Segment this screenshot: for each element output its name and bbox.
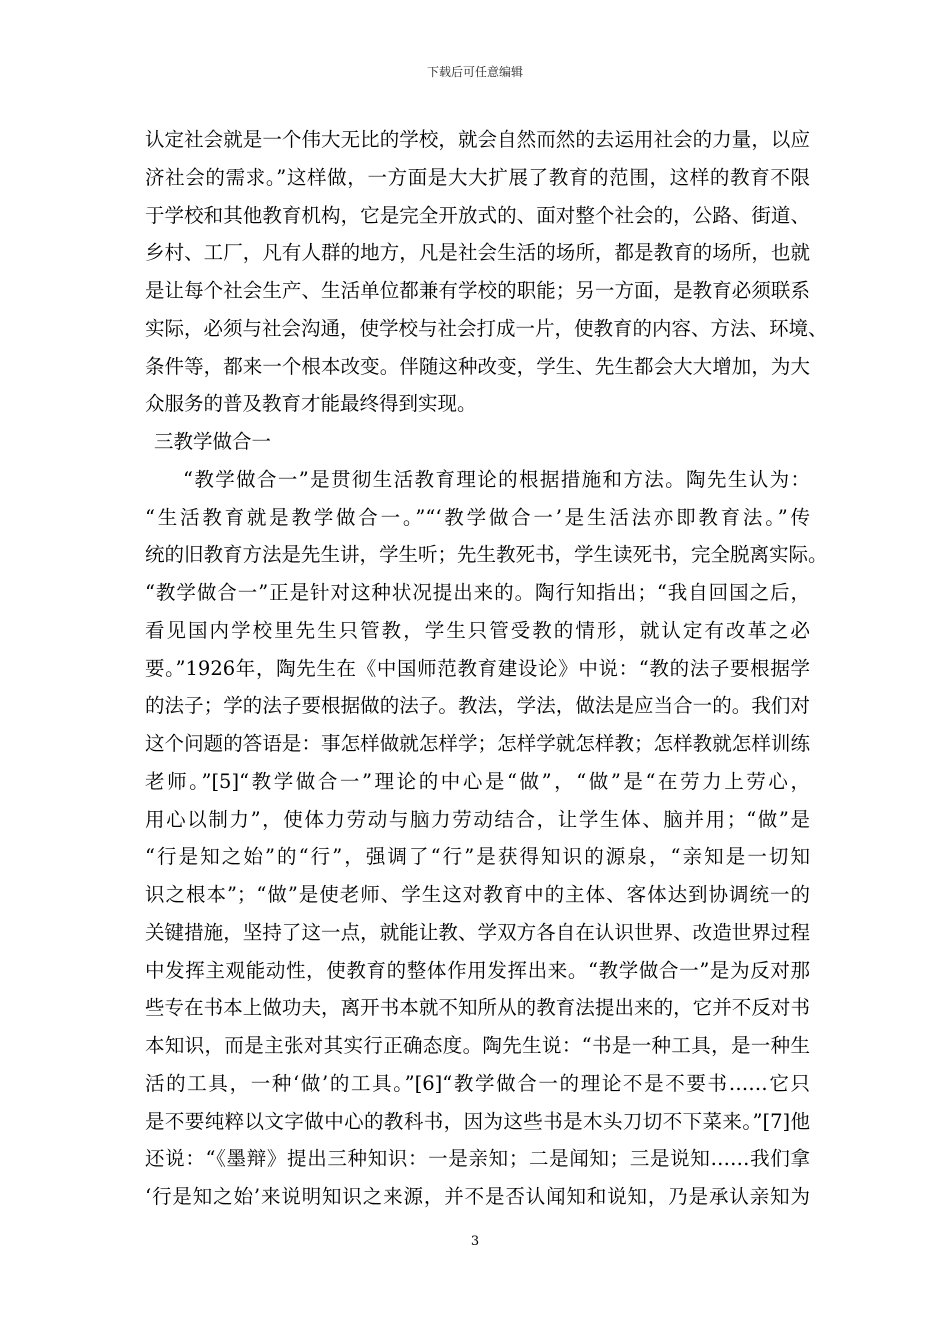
text-line: 用心以制力”，使体力劳动与脑力劳动结合，让学生体、脑并用；“做”是 bbox=[145, 807, 810, 831]
text-line: 识之根本”；“做”是使老师、学生这对教育中的主体、客体达到协调统一的 bbox=[145, 883, 810, 906]
paragraph-social-education bbox=[145, 121, 828, 423]
text-line: 于学校和其他教育机构，它是完全开放式的、面对整个社会的，公路、街道、 bbox=[145, 203, 810, 227]
text-line: 统的旧教育方法是先生讲，学生听；先生教死书，学生读死书，完全脱离实际。 bbox=[145, 543, 828, 567]
text-line: “教学做合一”是贯彻生活教育理论的根据措施和方法。陶先生认为： bbox=[183, 467, 810, 491]
text-line: 关键措施，坚持了这一点，就能让教、学双方各自在认识世界、改造世界过程 bbox=[145, 920, 810, 944]
text-line: 众服务的普及教育才能最终得到实现。 bbox=[145, 392, 477, 416]
text-line: 是不要纯粹以文字做中心的教科书，因为这些书是木头刀切不下菜来。”[7]他 bbox=[145, 1109, 810, 1133]
text-line: “行是知之始”的“行”，强调了“行”是获得知识的源泉，“亲知是一切知 bbox=[145, 845, 810, 869]
text-line: 要。”1926年，陶先生在《中国师范教育建设论》中说：“教的法子要根据学 bbox=[145, 656, 810, 680]
text-line: 济社会的需求。”这样做，一方面是大大扩展了教育的范围，这样的教育不限 bbox=[145, 165, 810, 189]
text-line: 看见国内学校里先生只管教，学生只管受教的情形，就认定有改革之必 bbox=[145, 618, 810, 642]
document-body bbox=[145, 121, 828, 1216]
text-line: 老师。”[5]“教学做合一”理论的中心是“做”，“做”是“在劳力上劳心， bbox=[145, 769, 810, 793]
text-line: “生活教育就是教学做合一。”“‘教学做合一’是生活法亦即教育法。”传 bbox=[145, 505, 810, 529]
text-line: 是让每个社会生产、生活单位都兼有学校的职能；另一方面，是教育必须联系 bbox=[145, 279, 810, 302]
text-line: ‘行是知之始’来说明知识之来源，并不是否认闻知和说知，乃是承认亲知为 bbox=[145, 1185, 810, 1208]
text-line: 本知识，而是主张对其实行正确态度。陶先生说：“书是一种工具，是一种生 bbox=[145, 1034, 810, 1057]
section-heading-text: 三教学做合一 bbox=[154, 430, 272, 453]
text-line: 的法子；学的法子要根据做的法子。教法，学法，做法是应当合一的。我们对 bbox=[145, 694, 810, 718]
text-line: 这个问题的答语是：事怎样做就怎样学；怎样学就怎样教；怎样教就怎样训练 bbox=[145, 732, 810, 755]
text-line: 些专在书本上做功夫，离开书本就不知所从的教育法提出来的，它并不反对书 bbox=[145, 996, 810, 1020]
text-line: 乡村、工厂，凡有人群的地方，凡是社会生活的场所，都是教育的场所，也就 bbox=[145, 241, 810, 265]
page-number: 3 bbox=[470, 1234, 480, 1249]
paragraph-teaching-learning-doing bbox=[145, 461, 828, 1216]
text-line: 还说：“《墨辩》提出三种知识：一是亲知；二是闻知；三是说知……我们拿 bbox=[145, 1147, 810, 1171]
page-header: 下载后可任意编辑 bbox=[426, 65, 523, 79]
section-heading bbox=[145, 423, 810, 461]
text-line: 认定社会就是一个伟大无比的学校，就会自然而然的去运用社会的力量，以应 bbox=[145, 128, 810, 151]
text-line: 活的工具，一种‘做’的工具。”[6]“教学做合一的理论不是不要书……它只 bbox=[145, 1071, 810, 1095]
text-line: 中发挥主观能动性，使教育的整体作用发挥出来。“教学做合一”是为反对那 bbox=[145, 958, 810, 982]
text-line: 条件等，都来一个根本改变。伴随这种改变，学生、先生都会大大增加，为大 bbox=[145, 354, 810, 378]
text-line: “教学做合一”正是针对这种状况提出来的。陶行知指出；“我自回国之后， bbox=[145, 581, 810, 604]
text-line: 实际，必须与社会沟通，使学校与社会打成一片，使教育的内容、方法、环境、 bbox=[145, 316, 828, 340]
